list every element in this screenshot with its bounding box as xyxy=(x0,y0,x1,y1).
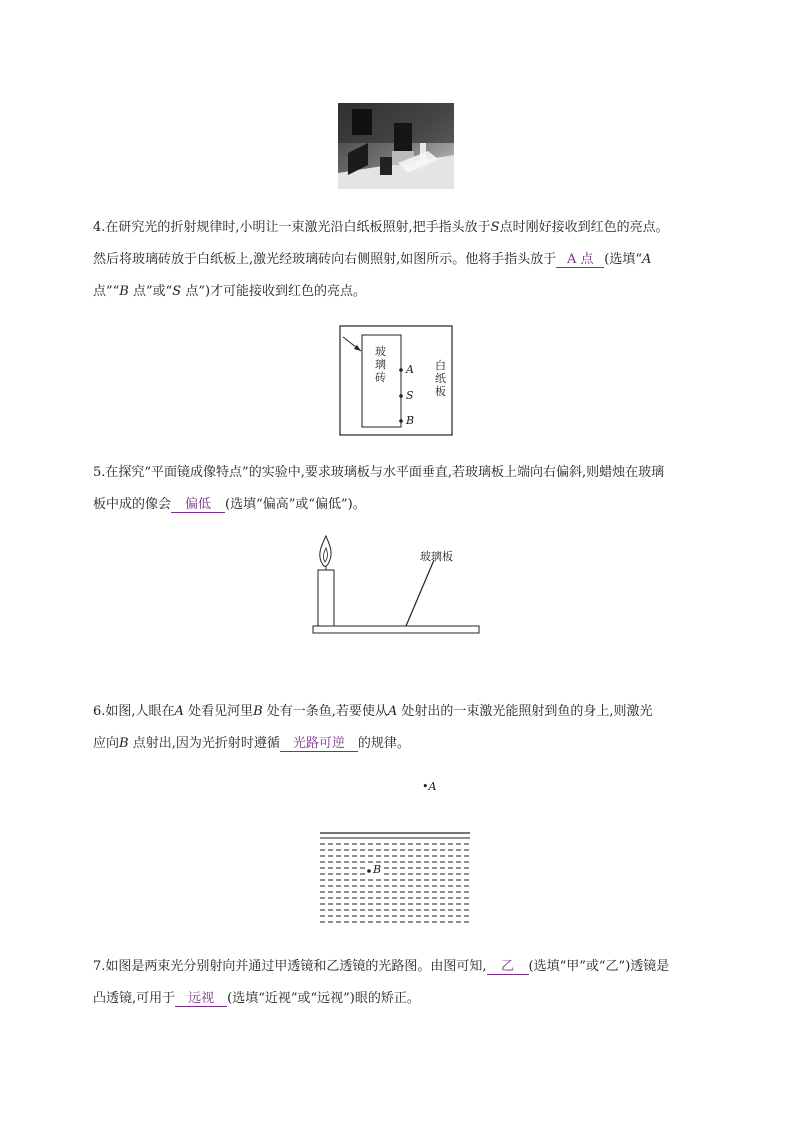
q7-text: 凸透镜,可用于 xyxy=(93,991,176,1006)
q4-var-s: S xyxy=(490,220,500,235)
q6-answer: 光路可逆 xyxy=(280,736,358,752)
q6-water-figure xyxy=(320,832,472,928)
q4-text: 点”或“ xyxy=(128,284,173,299)
q5-text: (选填“偏高”或“偏低”)。 xyxy=(225,497,366,512)
q5-text: 5.在探究“平面镜成像特点”的实验中,要求玻璃板与水平面垂直,若玻璃板上端向右偏斜,则蜡烛在玻璃 xyxy=(93,465,665,480)
q4-text: 点”“ xyxy=(93,284,120,299)
q5-text: 板中成的像会 xyxy=(93,497,172,512)
q6-line-1 xyxy=(93,704,653,720)
q4-var-a: A xyxy=(641,252,652,267)
q7-answer-1: 乙 xyxy=(487,959,529,975)
q4-answer: A 点 xyxy=(556,252,604,268)
q5-line-2 xyxy=(93,497,366,513)
q7-text: (选填“甲”或“乙”)透镜是 xyxy=(528,959,670,974)
q4-figure xyxy=(339,325,454,437)
q6-text: 应向 xyxy=(93,736,120,751)
q4-text: 4.在研究光的折射规律时,小明让一束激光沿白纸板照射,把手指头放于 xyxy=(93,220,491,235)
q4-var-s: S xyxy=(172,284,182,299)
q6-text: 处有一条鱼,若要使从 xyxy=(262,704,388,719)
q7-answer-2: 远视 xyxy=(175,991,227,1007)
point-a-label: A xyxy=(428,780,437,793)
q4-line-2 xyxy=(93,252,651,268)
q7-line-2 xyxy=(93,991,420,1007)
q4-text: 点”)才可能接收到红色的亮点。 xyxy=(181,284,367,299)
glass-brick-label: 玻璃砖 xyxy=(375,345,386,384)
q4-line-1 xyxy=(93,220,669,236)
q4-var-b: B xyxy=(119,284,129,299)
point-a-dot: • xyxy=(422,780,429,793)
q5-answer: 偏低 xyxy=(171,497,225,513)
point-b-label: B xyxy=(373,863,382,876)
point-s-label: S xyxy=(406,389,414,402)
q6-text: 点射出,因为光折射时遵循 xyxy=(128,736,280,751)
q7-text: 7.如图是两束光分别射向并通过甲透镜和乙透镜的光路图。由图可知, xyxy=(93,959,487,974)
q4-text: (选填“ xyxy=(604,252,642,267)
q4-line-3 xyxy=(93,284,366,300)
q6-point-a xyxy=(422,780,436,793)
experiment-photo xyxy=(338,103,454,189)
q6-text: 6.如图,人眼在 xyxy=(93,704,175,719)
q6-var-b: B xyxy=(253,704,263,719)
q6-var-a: A xyxy=(174,704,184,719)
point-a-label: A xyxy=(406,363,414,376)
q7-line-1 xyxy=(93,959,669,975)
q7-text: (选填“近视”或“远视”)眼的矫正。 xyxy=(227,991,420,1006)
q6-text: 的规律。 xyxy=(357,736,410,751)
q4-text: 然后将玻璃砖放于白纸板上,激光经玻璃砖向右侧照射,如图所示。他将手指头放于 xyxy=(93,252,557,267)
q5-line-1 xyxy=(93,465,664,481)
point-b-label: B xyxy=(406,414,415,427)
q6-var-b: B xyxy=(119,736,129,751)
q5-figure xyxy=(310,532,485,638)
q6-text: 处看见河里 xyxy=(183,704,254,719)
q6-text: 处射出的一束激光能照射到鱼的身上,则激光 xyxy=(397,704,653,719)
glass-plate-label: 玻璃板 xyxy=(420,550,453,563)
q6-line-2 xyxy=(93,736,410,752)
white-board-label: 白纸板 xyxy=(435,359,446,398)
q6-var-a: A xyxy=(387,704,398,719)
q4-text: 点时刚好接收到红色的亮点。 xyxy=(499,220,669,235)
